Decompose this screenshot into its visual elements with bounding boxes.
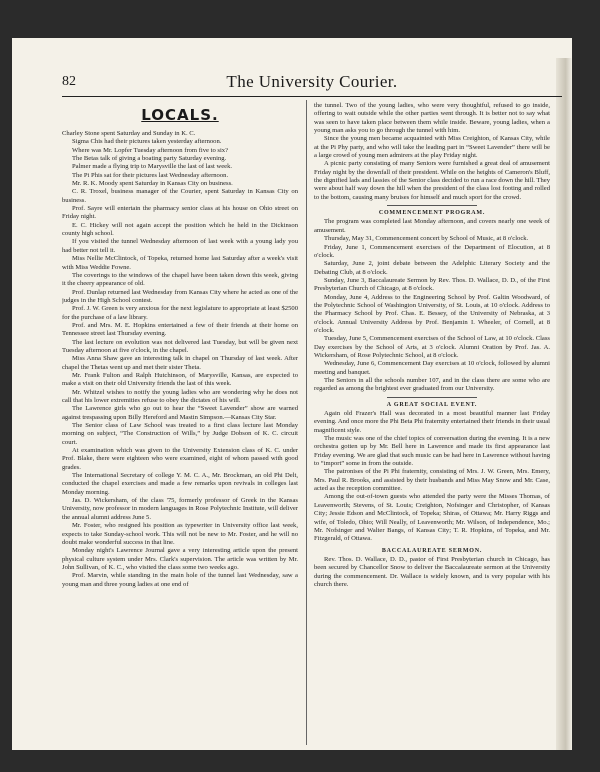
locals-item: The Senior class of Law School was treated to a first class lecture last Monday morning on subject, “The Construction of Wills,” by Judge Dobson of K. C. circuit court. <box>62 422 298 446</box>
commencement-paragraph: Friday, June 1, Commencement exercises of the Department of Elocution, at 8 o'clock. <box>314 243 550 259</box>
locals-item: Prof. Sayre will entertain the pharmacy senior class at his house on Ohio street on Friday night. <box>62 205 298 221</box>
locals-item: Jas. D. Wickersham, of the class '75, formerly professor of Greek in the Kansas University, now professor in modern languages in Rose Polytechnic Institute, will deliver the annual alumni address June 5. <box>62 497 298 521</box>
page-number: 82 <box>62 74 76 89</box>
locals-item: Prof. J. W. Green is very anxious for the next legislature to appropriate at least $2500 for the purchase of a law library. <box>62 305 298 321</box>
locals-list <box>62 130 298 589</box>
locals-item: Where was Mr. Lopfer Tuesday afternoon from five to six? <box>72 146 229 154</box>
commencement-paragraph: The program was completed last Monday afternoon, and covers nearly one week of amusement. <box>314 218 550 234</box>
locals-item: Prof. Marvin, while standing in the main hole of the tunnel last Wednesday, saw a young man and three young ladies at one end of <box>62 572 298 588</box>
locals-item: Miss Nellie McClintock, of Topeka, returned home last Saturday after a week's visit with Miss Weddie Fowne. <box>62 255 298 271</box>
commencement-paragraph: Saturday, June 2, joint debate between the Adelphic Literary Society and the Debating Club, at 8 o'clock. <box>314 260 550 276</box>
newspaper-page <box>12 38 572 750</box>
baccalaureate-paragraph: Rev. Thos. D. Wallace, D. D., pastor of First Presbyterian church in Chicago, has been secured by Chancellor Snow to deliver the Baccalaureate sermon at the University during the commencement. Dr. Wallace is widely known, and is very popular with his church there. <box>314 555 550 588</box>
locals-item: If you visited the tunnel Wednesday afternoon of last week with a young lady you had better not tell it. <box>62 238 298 254</box>
left-column <box>62 98 298 748</box>
locals-item: The last lecture on evolution was not delivered last Tuesday, but will be given next Tuesday afternoon at five o'clock, in the chapel. <box>62 338 298 354</box>
locals-item: Mr. R. K. Moody spent Saturday in Kansas City on business. <box>72 180 233 188</box>
commencement-paragraph: Sunday, June 3, Baccalaureate Sermon by Rev. Thos. D. Wallace, D. D., of the First Presbyterian Church of Chicago, at 8 o'clock. <box>314 276 550 293</box>
locals-item: E. C. Hickey will not again accept the position which he held in the Dickinson county high school. <box>62 221 298 238</box>
commencement-paragraph: The Seniors in all the schools number 107, and in the class there are some who are regarded as among the brightest ever graduated from our University. <box>314 377 550 393</box>
continuation-paragraph: A picnic party consisting of many Seniors were furnished a great deal of amusement Friday night by the downfall of their president. While on the heights of Cameron's Bluff, the dignified lads and lassies of the Senior class decided to run a race down the hill. They were about half way down the hill when the president of the class lost footing and rolled to the bottom, causing many bruises for himself and much sport for the crowd. <box>314 160 550 201</box>
locals-item: Prof. and Mrs. M. E. Hopkins entertained a few of their friends at their home on Tennessee street last Thursday evening. <box>62 321 298 338</box>
commencement-paragraph: Tuesday, June 5, Commencement exercises of the School of Law, at 10 o'clock. Class Day exercises by the School of Arts, at 3 o'clock. Alumni Oration by Prof. Jas. A. Wickersham, of Rose Polytechnic School, at 8 o'clock. <box>314 335 550 359</box>
section-rule <box>387 397 477 398</box>
social-event-heading: A GREAT SOCIAL EVENT. <box>386 401 478 408</box>
baccalaureate-heading: BACCALAUREATE SERMON. <box>381 547 483 554</box>
locals-item: At examination which was given to the University Extension class of K. C. under Prof. Blake, there were eighteen who were examined, eight of whom passed with good grades. <box>62 447 298 471</box>
section-rule <box>387 205 477 206</box>
locals-heading: LOCALS. <box>141 106 219 124</box>
social-paragraph: The music was one of the chief topics of conversation during the evening. It is a new orchestra gotten up by Mr. Bell here in Lawrence and made its first appearance last Friday evening. We are glad that such music can be had here in Lawrence without having to “import” some in from the outside. <box>314 435 550 468</box>
commencement-paragraph: Wednesday, June 6, Commencement Day exercises at 10 o'clock, followed by alumni meeting and banquet. <box>314 360 550 376</box>
page-header <box>62 74 562 94</box>
locals-item: The Pi Phis sat for their pictures last Wednesday afternoon. <box>72 171 229 179</box>
commencement-heading: COMMENCEMENT PROGRAM. <box>378 210 486 217</box>
locals-item: Sigma Chis had their pictures taken yesterday afternoon. <box>72 138 222 146</box>
header-rule <box>62 96 562 97</box>
locals-item: The Betas talk of giving a boating party Saturday evening. <box>72 155 227 163</box>
locals-item: The International Secretary of college Y. M. C. A., Mr. Brockman, an old Phi Delt, conducted the chapel exercises and made a few remarks upon revivals in colleges last Monday morning. <box>62 472 298 496</box>
page-binding-edge <box>556 58 572 750</box>
social-paragraph: The patronises of the Pi Phi fraternity, consisting of Mrs. J. W. Green, Mrs. Emery, Mrs. Paul R. Brooks, and assisted by their husbands and Miss May Snow and Mr. Case, acted as the reception committee. <box>314 468 550 493</box>
social-paragraph: Again old Frazer's Hall was decorated in a most beautiful manner last Friday evening. And once more the Phi Beta Phi fraternity entertained their friends in their usual magnificent style. <box>314 410 550 434</box>
locals-item: Monday night's Lawrence Journal gave a very interesting article upon the present physical culture system under Mrs. Clark's supervision. The article was written by Mr. John Sullivan, of K. C., who visited the class some two weeks ago. <box>62 547 298 571</box>
locals-item: Prof. Dunlap returned last Wednesday from Kansas City where he acted as one of the judges in the High School contest. <box>62 288 298 304</box>
commencement-paragraph: Thursday, May 31, Commencement concert by School of Music, at 8 o'clock. <box>324 235 529 243</box>
right-column <box>314 102 550 750</box>
locals-item: Mr. Foster, who resigned his position as typewriter in University office last week, expects to take Sunday-school work. This will not be new to Mr. Foster, and he will no doubt make wonderful success in that line. <box>62 522 298 546</box>
locals-item: Palmer made a flying trip to Marysville the last of last week. <box>72 163 233 171</box>
social-paragraph: Among the out-of-town guests who attended the party were the Misses Thomas, of Leavenworth; Stevens, of St. Louis; Creighton, Nofsinger and Christopher, of Kansas City; Jessie Edson and McClintock, of Topeka; Shiras, of Ottawa; Mr. Harry Riggs and wife, of Toledo, Ohio; Will Neally, of Leavenworth; Mr. Wilson, of Independence, Mo.; Mr. Nofsinger and Walter Bangs, of Kansas City; T. R. Hopkins, of Topeka, and Mr. Fitzgerald, of Ottawa. <box>314 493 550 543</box>
locals-item: Charley Stone spent Saturday and Sunday in K. C. <box>62 130 196 137</box>
continuation-paragraph: the tunnel. Two of the young ladies, who were very thoughtful, refused to go inside, offering to wait outside while the other parties went through. It is better not to say what was seen to have taken place between them while inside. Beware, young ladies, when a young man asks you to go through the tunnel with him. <box>314 102 550 135</box>
locals-item: C. R. Troxel, business manager of the Courier, spent Saturday in Kansas City on business. <box>62 188 298 204</box>
locals-item: Mr. Frank Fulton and Ralph Hutchinson, of Marysville, Kansas, are expected to make a visit on their old University friends the last of this week. <box>62 371 298 388</box>
commencement-paragraph: Monday, June 4, Address to the Engineering School by Prof. Galtin Woodward, of the Polytechnic School of Washington University, of St. Louis, at 10 o'clock. Address to the Pharmacy School by Prof. Chas. E. Bessey, of the University of Nebraska, at 3 o'clock. Annual University Address by Prof. Benjamin I. Wheeler, of Cornell, at 8 o'clock. <box>314 293 550 334</box>
locals-item: The coverings to the windows of the chapel have been taken down this week, giving it the cheery appearance of old. <box>62 271 298 288</box>
locals-item: Mr. Whitzel wishes to notify the young ladies who are wondering why he does not call that his lower extremities refuse to obey the dictates of his will. <box>62 388 298 404</box>
publication-title: The University Courier. <box>226 72 398 91</box>
continuation-paragraph: Since the young men became acquainted with Miss Creighton, of Kansas City, while at the Pi Phy party, and who will take the leading part in “Sweet Lavender” there will be a large crowd of young men admirers at the play Friday night. <box>314 135 550 160</box>
locals-item: Miss Anna Shaw gave an interesting talk in chapel on Thursday of last week. After chapel the Thetas went up and met their sister Theta. <box>62 355 298 371</box>
column-divider <box>306 100 307 745</box>
locals-item: The Lawrence girls who go out to hear the “Sweet Lavender” show are warned against trespassing upon Billy Hereford and Mastin Simpson.—Kansas City Star. <box>62 405 298 421</box>
